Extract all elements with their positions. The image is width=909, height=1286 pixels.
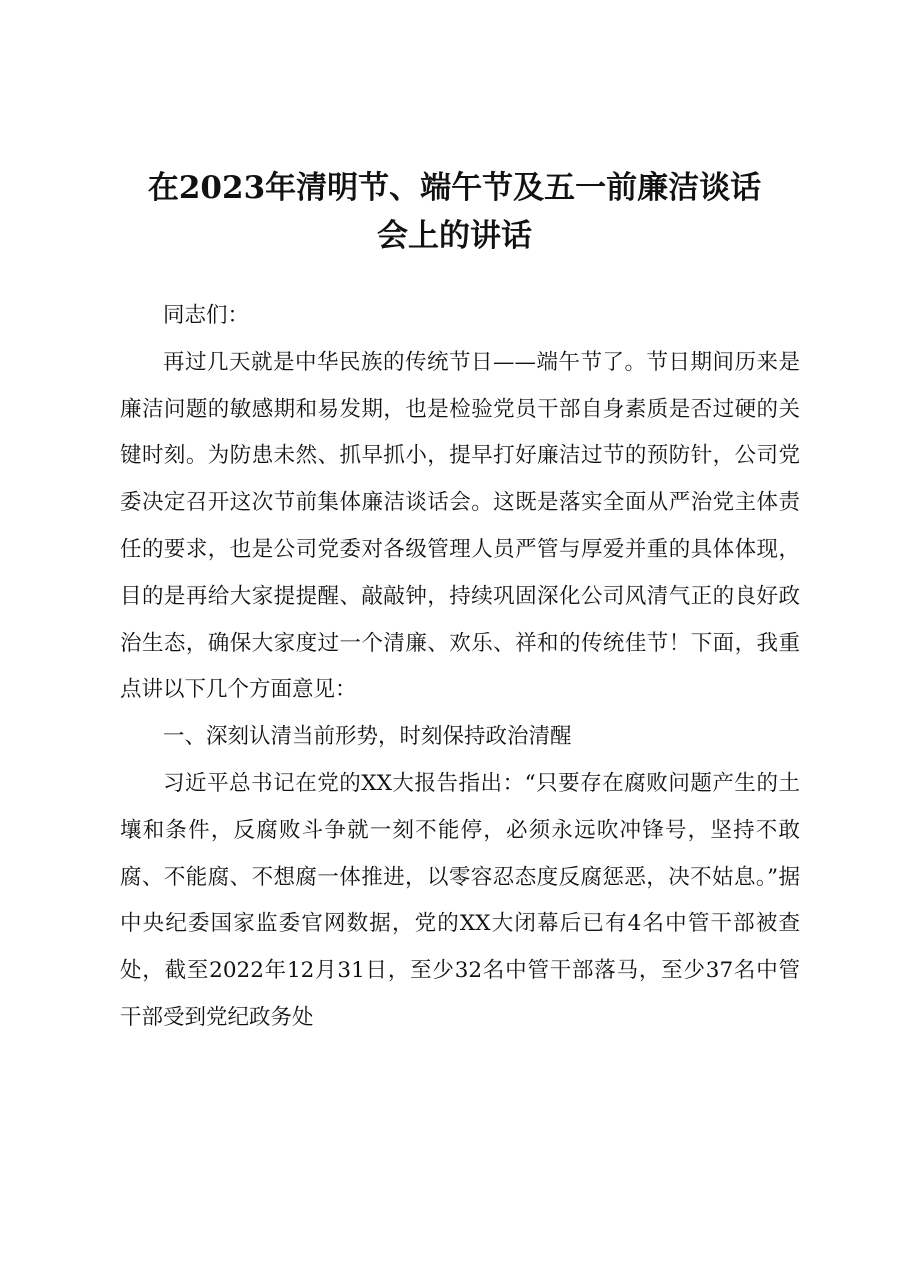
document-title-line-1: 在2023年清明节、端午节及五一前廉洁谈话 [147, 170, 762, 206]
greeting: 同志们： [163, 303, 250, 328]
document-body [120, 293, 800, 1042]
section-heading-1: 一、深刻认清当前形势，时刻保持政治清醒 [163, 724, 572, 750]
paragraph-section-1: 习近平总书记在党的XX大报告指出：“只要存在腐败问题产生的土壤和条件，反腐败斗争就一刻不能停，必须永远吹冲锋号，坚持不敢腐、不能腐、不想腐一体推进，以零容忍态度反腐惩恶，决不姑息。”据中央纪委国家监委官网数据，党的XX大闭幕后已有4名中管干部被查处，截至2022年12月31日，至少32名中管干部落马，至少37名中管干部受到党纪政务处 [120, 770, 800, 1030]
paragraph-intro: 再过几天就是中华民族的传统节日——端午节了。节日期间历来是廉洁问题的敏感期和易发期，也是检验党员干部自身素质是否过硬的关键时刻。为防患未然、抓早抓小，提早打好廉洁过节的预防针，公司党委决定召开这次节前集体廉洁谈话会。这既是落实全面从严治党主体责任的要求，也是公司党委对各级管理人员严管与厚爱并重的具体体现，目的是再给大家提提醒、敲敲钟，持续巩固深化公司风清气正的良好政治生态，确保大家度过一个清廉、欢乐、祥和的传统佳节！下面，我重点讲以下几个方面意见： [120, 349, 800, 703]
document-title-line-2: 会上的讲话 [377, 218, 532, 254]
